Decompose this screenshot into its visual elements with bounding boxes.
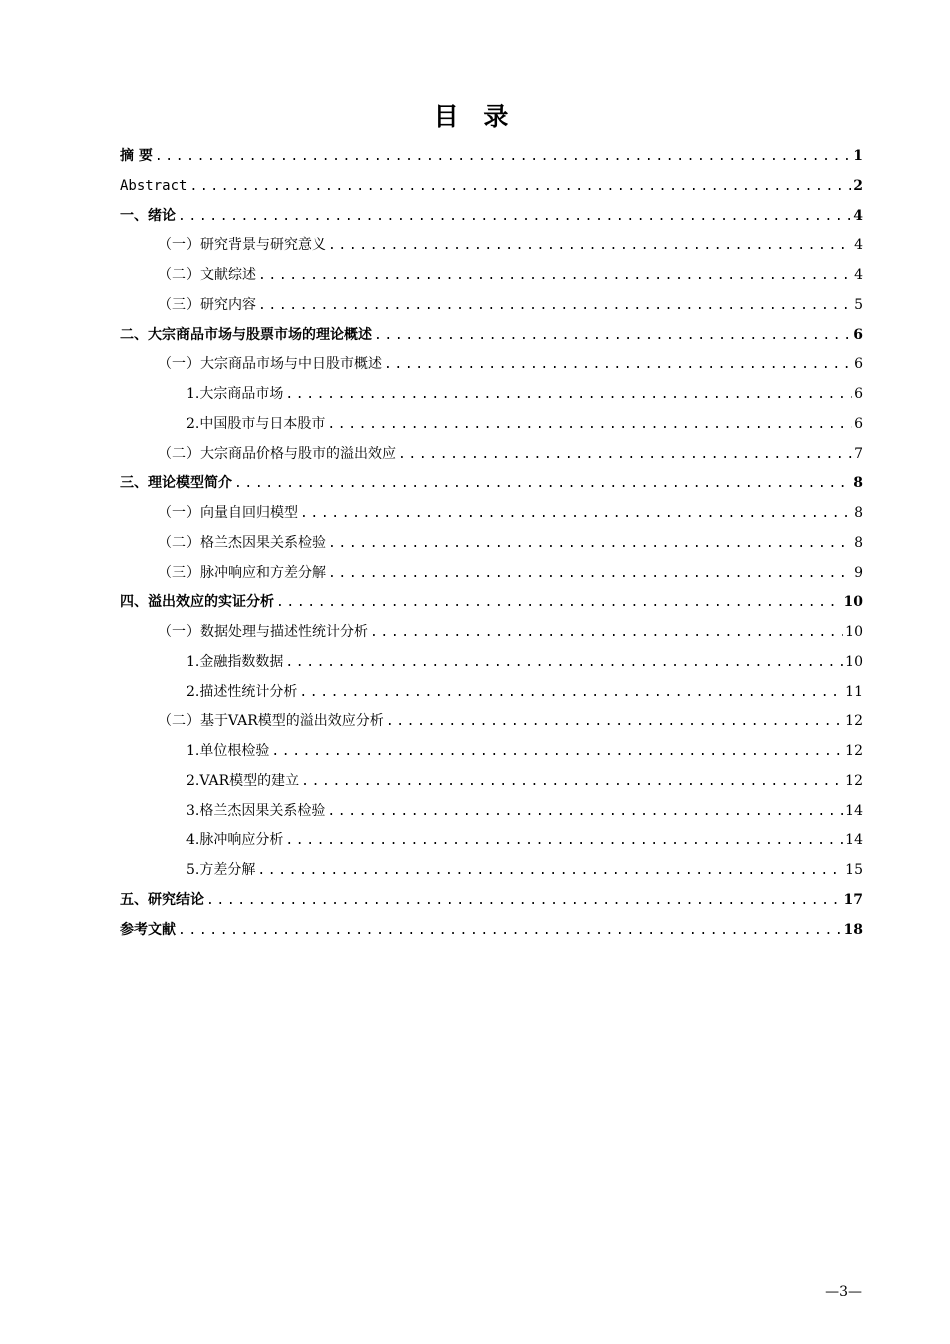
toc-entry-label: 参考文献 <box>120 921 176 938</box>
toc-entry-page: 10 <box>843 594 863 611</box>
toc-entry[interactable] <box>120 142 863 172</box>
toc-leader-dots <box>370 618 843 648</box>
toc-leader-dots <box>155 142 851 172</box>
toc-entry-label: 5.方差分解 <box>186 862 256 878</box>
toc-entry-label: （一）大宗商品市场与中日股市概述 <box>158 356 382 373</box>
toc-entry-page: 15 <box>845 862 863 878</box>
toc-entry-label: 摘 要 <box>120 148 153 164</box>
toc-leader-dots <box>285 380 852 410</box>
toc-entry-page: 2 <box>853 177 863 194</box>
toc-entry[interactable] <box>120 588 863 618</box>
toc-entry-page: 10 <box>845 624 863 640</box>
toc-entry-label: 一、绪论 <box>120 207 176 224</box>
toc-entry-page: 14 <box>845 832 863 849</box>
toc-entry-label: 五、研究结论 <box>120 891 204 908</box>
toc-entry-label: 1.单位根检验 <box>186 743 270 759</box>
toc-entry[interactable] <box>120 410 863 440</box>
toc-leader-dots <box>258 261 852 291</box>
toc-entry-label: （二）文献综述 <box>158 267 256 283</box>
toc-leader-dots <box>285 648 843 678</box>
toc-leader-dots <box>328 231 852 261</box>
toc-leader-dots <box>299 678 843 708</box>
toc-entry-label: 2.VAR模型的建立 <box>186 772 300 789</box>
toc-entry[interactable] <box>120 499 863 529</box>
toc-entry-label: （一）研究背景与研究意义 <box>158 237 326 254</box>
toc-leader-dots <box>328 559 852 589</box>
toc-entry-label: （二）格兰杰因果关系检验 <box>158 534 326 551</box>
toc-leader-dots <box>189 172 851 202</box>
toc-entry[interactable] <box>120 202 863 232</box>
toc-entry[interactable] <box>120 231 863 261</box>
toc-entry-page: 4 <box>853 207 863 224</box>
toc-leader-dots <box>234 469 851 499</box>
toc-leader-dots <box>398 440 852 470</box>
toc-leader-dots <box>327 410 852 440</box>
toc-entry-page: 11 <box>845 683 863 700</box>
toc-entry[interactable] <box>120 350 863 380</box>
toc-list <box>120 142 863 945</box>
toc-entry[interactable] <box>120 648 863 678</box>
toc-entry-page: 6 <box>853 326 863 343</box>
toc-entry[interactable] <box>120 856 863 886</box>
toc-entry-label: 3.格兰杰因果关系检验 <box>186 802 326 819</box>
toc-entry-page: 4 <box>854 237 863 254</box>
toc-entry[interactable] <box>120 529 863 559</box>
toc-entry-page: 6 <box>854 356 863 373</box>
toc-entry[interactable] <box>120 261 863 291</box>
toc-entry-label: 4.脉冲响应分析 <box>186 832 284 849</box>
toc-entry[interactable] <box>120 797 863 827</box>
page-number: —3— <box>825 1284 862 1300</box>
toc-entry-page: 17 <box>843 891 863 908</box>
toc-entry[interactable] <box>120 916 863 946</box>
toc-entry-label: （一）向量自回归模型 <box>158 505 298 521</box>
toc-entry[interactable] <box>120 767 863 797</box>
toc-entry-label: 1.大宗商品市场 <box>186 386 284 402</box>
toc-entry[interactable] <box>120 291 863 321</box>
toc-leader-dots <box>327 797 843 827</box>
toc-entry-page: 7 <box>854 445 863 462</box>
toc-entry-page: 12 <box>845 713 863 730</box>
toc-entry-page: 4 <box>854 267 863 283</box>
toc-entry-label: （三）研究内容 <box>158 296 256 313</box>
toc-leader-dots <box>300 499 852 529</box>
toc-entry-page: 10 <box>845 653 863 670</box>
toc-leader-dots <box>257 856 843 886</box>
toc-entry[interactable] <box>120 380 863 410</box>
toc-leader-dots <box>178 202 851 232</box>
toc-entry-label: （三）脉冲响应和方差分解 <box>158 564 326 581</box>
toc-entry-label: 三、理论模型简介 <box>120 475 232 492</box>
toc-entry[interactable] <box>120 707 863 737</box>
toc-leader-dots <box>386 707 843 737</box>
toc-entry-page: 12 <box>845 743 863 759</box>
toc-entry-page: 6 <box>854 386 863 402</box>
toc-leader-dots <box>384 350 852 380</box>
toc-leader-dots <box>328 529 852 559</box>
toc-entry[interactable] <box>120 737 863 767</box>
toc-leader-dots <box>301 767 843 797</box>
toc-title: 目 录 <box>433 102 517 131</box>
toc-leader-dots <box>258 291 852 321</box>
toc-entry[interactable] <box>120 559 863 589</box>
toc-leader-dots <box>178 916 842 946</box>
toc-entry[interactable] <box>120 678 863 708</box>
toc-leader-dots <box>206 886 842 916</box>
toc-entry[interactable] <box>120 886 863 916</box>
toc-leader-dots <box>276 588 842 618</box>
toc-entry[interactable] <box>120 172 863 202</box>
toc-entry-page: 12 <box>845 772 863 789</box>
toc-entry-page: 8 <box>854 505 863 521</box>
toc-entry-page: 14 <box>845 802 863 819</box>
toc-entry[interactable] <box>120 321 863 351</box>
toc-entry-page: 9 <box>854 564 863 581</box>
toc-entry-label: 2.中国股市与日本股市 <box>186 415 326 432</box>
toc-entry-page: 6 <box>854 415 863 432</box>
toc-entry-label: （一）数据处理与描述性统计分析 <box>158 624 368 640</box>
toc-entry-label: 1.金融指数数据 <box>186 653 284 670</box>
toc-entry-label: Abstract <box>120 177 188 194</box>
toc-entry[interactable] <box>120 440 863 470</box>
toc-leader-dots <box>271 737 843 767</box>
toc-leader-dots <box>374 321 851 351</box>
toc-entry-label: 四、溢出效应的实证分析 <box>120 594 274 611</box>
toc-entry-page: 5 <box>854 296 863 313</box>
toc-entry[interactable] <box>120 618 863 648</box>
toc-entry[interactable] <box>120 469 863 499</box>
toc-entry-label: 二、大宗商品市场与股票市场的理论概述 <box>120 326 372 343</box>
toc-entry-label: （二）基于VAR模型的溢出效应分析 <box>158 713 384 730</box>
toc-entry-page: 8 <box>853 475 863 492</box>
toc-entry-label: （二）大宗商品价格与股市的溢出效应 <box>158 445 396 462</box>
toc-entry-page: 8 <box>854 534 863 551</box>
toc-entry[interactable] <box>120 826 863 856</box>
toc-entry-page: 18 <box>843 921 863 938</box>
toc-entry-page: 1 <box>853 148 863 164</box>
toc-leader-dots <box>285 826 843 856</box>
toc-entry-label: 2.描述性统计分析 <box>186 683 298 700</box>
